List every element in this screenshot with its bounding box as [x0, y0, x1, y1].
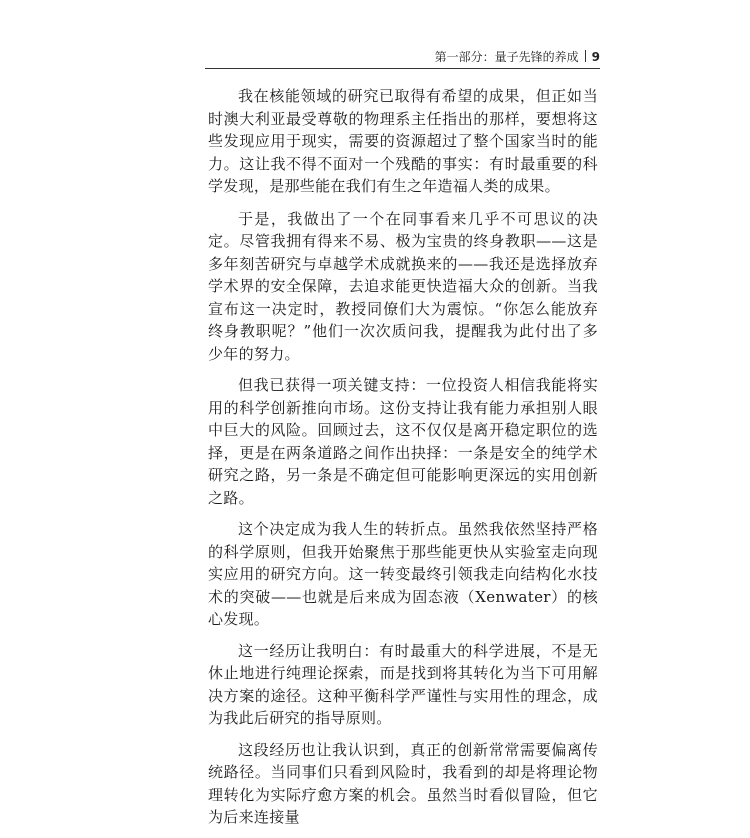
- section-title: 第一部分：量子先锋的养成: [434, 50, 579, 64]
- paragraph: 这一经历让我明白：有时最重大的科学进展，不是无休止地进行纯理论探索，而是找到将其转化为当下可用解决方案的途径。这种平衡科学严谨性与实用性的理念，成为我此后研究的指导原则。: [208, 641, 598, 727]
- paragraph: 这个决定成为我人生的转折点。虽然我依然坚持严格的科学原则，但我开始聚焦于那些能更快从实验室走向现实应用的研究方向。这一转变最终引领我走向结构化水技术的突破——也就是后来成为固态液（Xenwater）的核心发现。: [208, 520, 598, 628]
- paragraph: 但我已获得一项关键支持：一位投资人相信我能将实用的科学创新推向市场。这份支持让我有能力承担别人眼中巨大的风险。回顾过去，这不仅仅是离开稳定职位的选择，更是在两条道路之间作出抉择：一条是安全的纯学术研究之路，另一条是不确定但可能影响更深远的实用创新之路。: [208, 376, 598, 507]
- page-number: 9: [591, 50, 600, 64]
- paragraph: 这段经历也让我认识到，真正的创新常常需要偏离传统路径。当同事们只看到风险时，我看到的却是将理论物理转化为实际疗愈方案的机会。虽然当时看似冒险，但它为后来连接量: [208, 740, 598, 826]
- paragraph: 我在核能领域的研究已取得有希望的成果，但正如当时澳大利亚最受尊敬的物理系主任指出的那样，要想将这些发现应用于现实，需要的资源超过了整个国家当时的能力。这让我不得不面对一个残酷的事实：有时最重要的科学发现，是那些能在我们有生之年造福人类的成果。: [208, 87, 598, 195]
- body-text: [208, 85, 598, 838]
- paragraph: 于是，我做出了一个在同事看来几乎不可思议的决定。尽管我拥有得来不易、极为宝贵的终身教职——这是多年刻苦研究与卓越学术成就换来的——我还是选择放弃学术界的安全保障，去追求能更快造福大众的创新。当我宣布这一决定时，教授同僚们大为震惊。“你怎么能放弃终身教职呢？”他们一次次质问我，提醒我为此付出了多少年的努力。: [208, 209, 598, 363]
- running-header: [205, 47, 600, 69]
- header-divider: [585, 50, 586, 62]
